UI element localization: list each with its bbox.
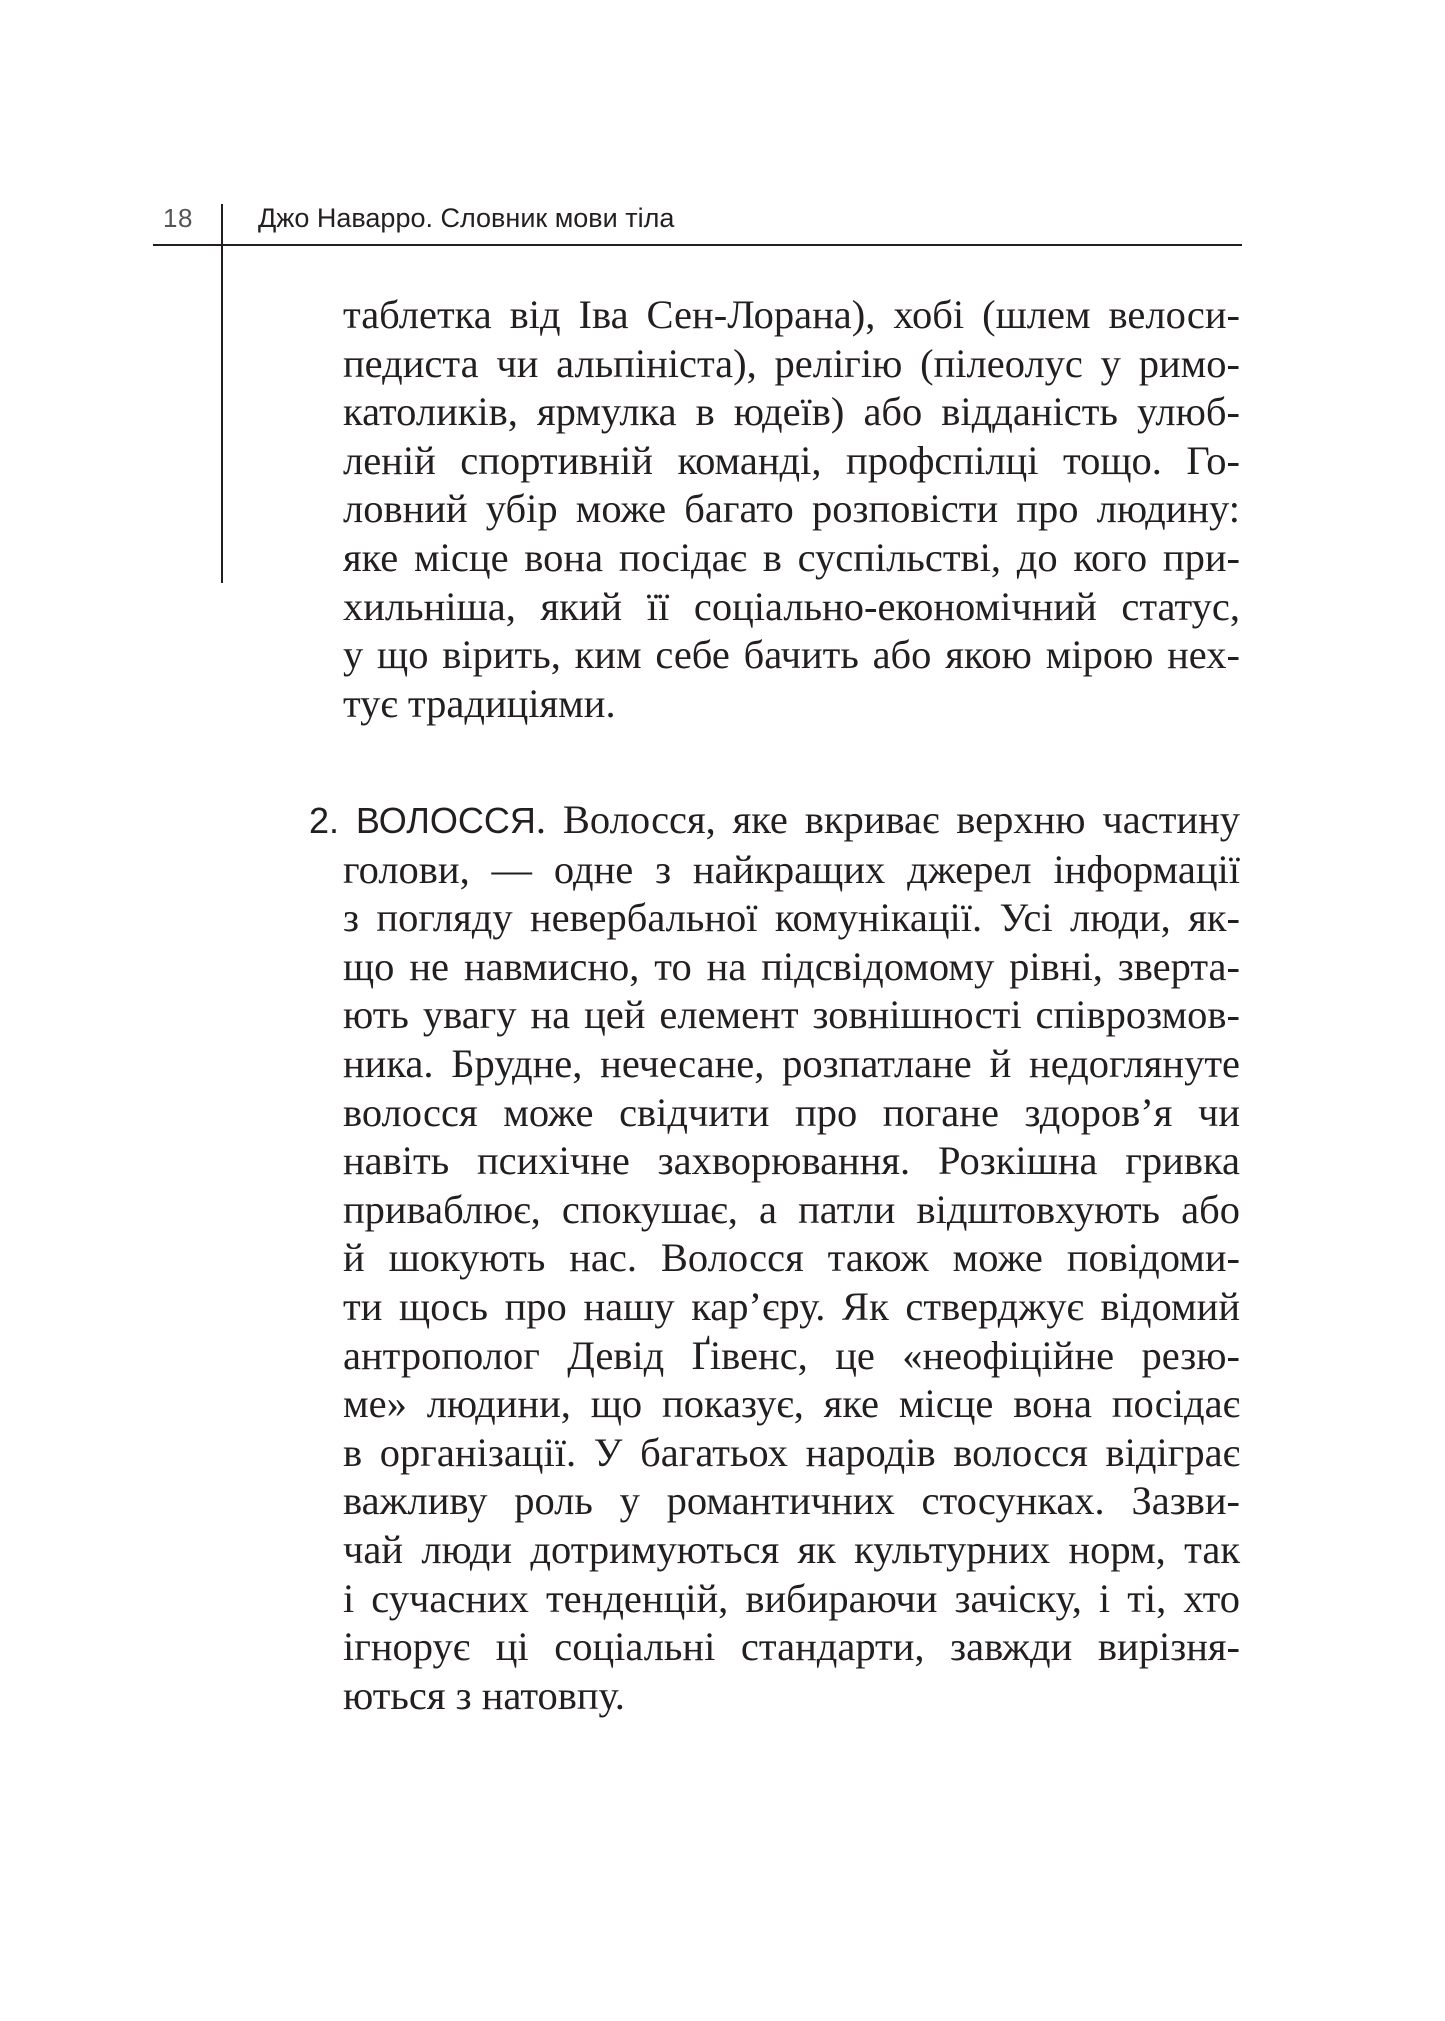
text-line: ігнорує ці соціальні стандарти, завжди вирізня- xyxy=(343,1624,1240,1670)
text-line: таблетка від Іва Сен-Лорана), хобі (шлем велоси- xyxy=(343,292,1240,337)
text-line: у що вірить, ким себе бачить або якою мірою нех- xyxy=(343,632,1240,678)
text-line: тує традиціями. xyxy=(343,680,616,726)
text-line: голови, — одне з найкращих джерел інформації xyxy=(343,846,1240,892)
text-line: навіть психічне захворювання. Розкішна гривка xyxy=(343,1138,1240,1184)
paragraph-continuation xyxy=(343,291,1240,728)
text-line: й шокують нас. Волосся також може повідоми- xyxy=(343,1235,1240,1281)
header-rule xyxy=(153,244,1242,246)
page-header xyxy=(0,0,1445,260)
text-line: що не навмисно, то на підсвідомому рівні, зверта- xyxy=(343,943,1240,989)
text-line: з погляду невербальної комунікації. Усі люди, як- xyxy=(343,895,1240,941)
text-line: і сучасних тенденцій, вибираючи зачіску, і ті, хто xyxy=(343,1575,1240,1621)
text-line: в організації. У багатьох народів волосся відіграє xyxy=(343,1429,1240,1475)
list-item-first-line xyxy=(309,796,1240,846)
text-line: чай люди дотримуються як культурних норм, так xyxy=(343,1526,1240,1572)
text-line: яке місце вона посідає в суспільстві, до кого при- xyxy=(343,534,1240,580)
text-line: антрополог Девід Ґівенс, це «неофіційне резю- xyxy=(343,1332,1240,1378)
text-line: ти щось про нашу кар’єру. Як стверджує відомий xyxy=(343,1283,1240,1329)
text-line: хильніша, який її соціально-економічний статус, xyxy=(343,583,1240,629)
list-item-number: 2. xyxy=(309,800,340,841)
list-item-heading: ВОЛОССЯ xyxy=(355,800,536,841)
text-line: леній спортивній команді, профспілці тощо. Го- xyxy=(343,437,1240,483)
text-line: приваблює, спокушає, а патли відштовхують або xyxy=(343,1186,1240,1232)
text-line: ють увагу на цей елемент зовнішності співрозмов- xyxy=(343,992,1240,1038)
list-item-hair xyxy=(309,796,1240,1720)
text-line: педиста чи альпініста), релігію (пілеолус у римо- xyxy=(343,340,1240,386)
text-line: католиків, ярмулка в юдеїв) або відданість улюб- xyxy=(343,389,1240,435)
list-item-lead-text: . Волосся, яке вкриває верхню частину xyxy=(535,797,1240,842)
text-line: ме» людини, що показує, яке місце вона посідає xyxy=(343,1381,1240,1427)
text-line: ловний убір може багато розповісти про людину: xyxy=(343,486,1240,532)
text-line: ника. Брудне, нечесане, розпатлане й недоглянуте xyxy=(343,1040,1240,1086)
text-line: ються з натовпу. xyxy=(343,1672,625,1718)
page-number: 18 xyxy=(163,203,193,233)
header-vertical-rule xyxy=(221,204,223,583)
text-line: волосся може свідчити про погане здоров’я чи xyxy=(343,1089,1240,1135)
text-line: важливу роль у романтичних стосунках. Зазви- xyxy=(343,1478,1240,1524)
running-title: Джо Наварро. Словник мови тіла xyxy=(258,203,675,233)
